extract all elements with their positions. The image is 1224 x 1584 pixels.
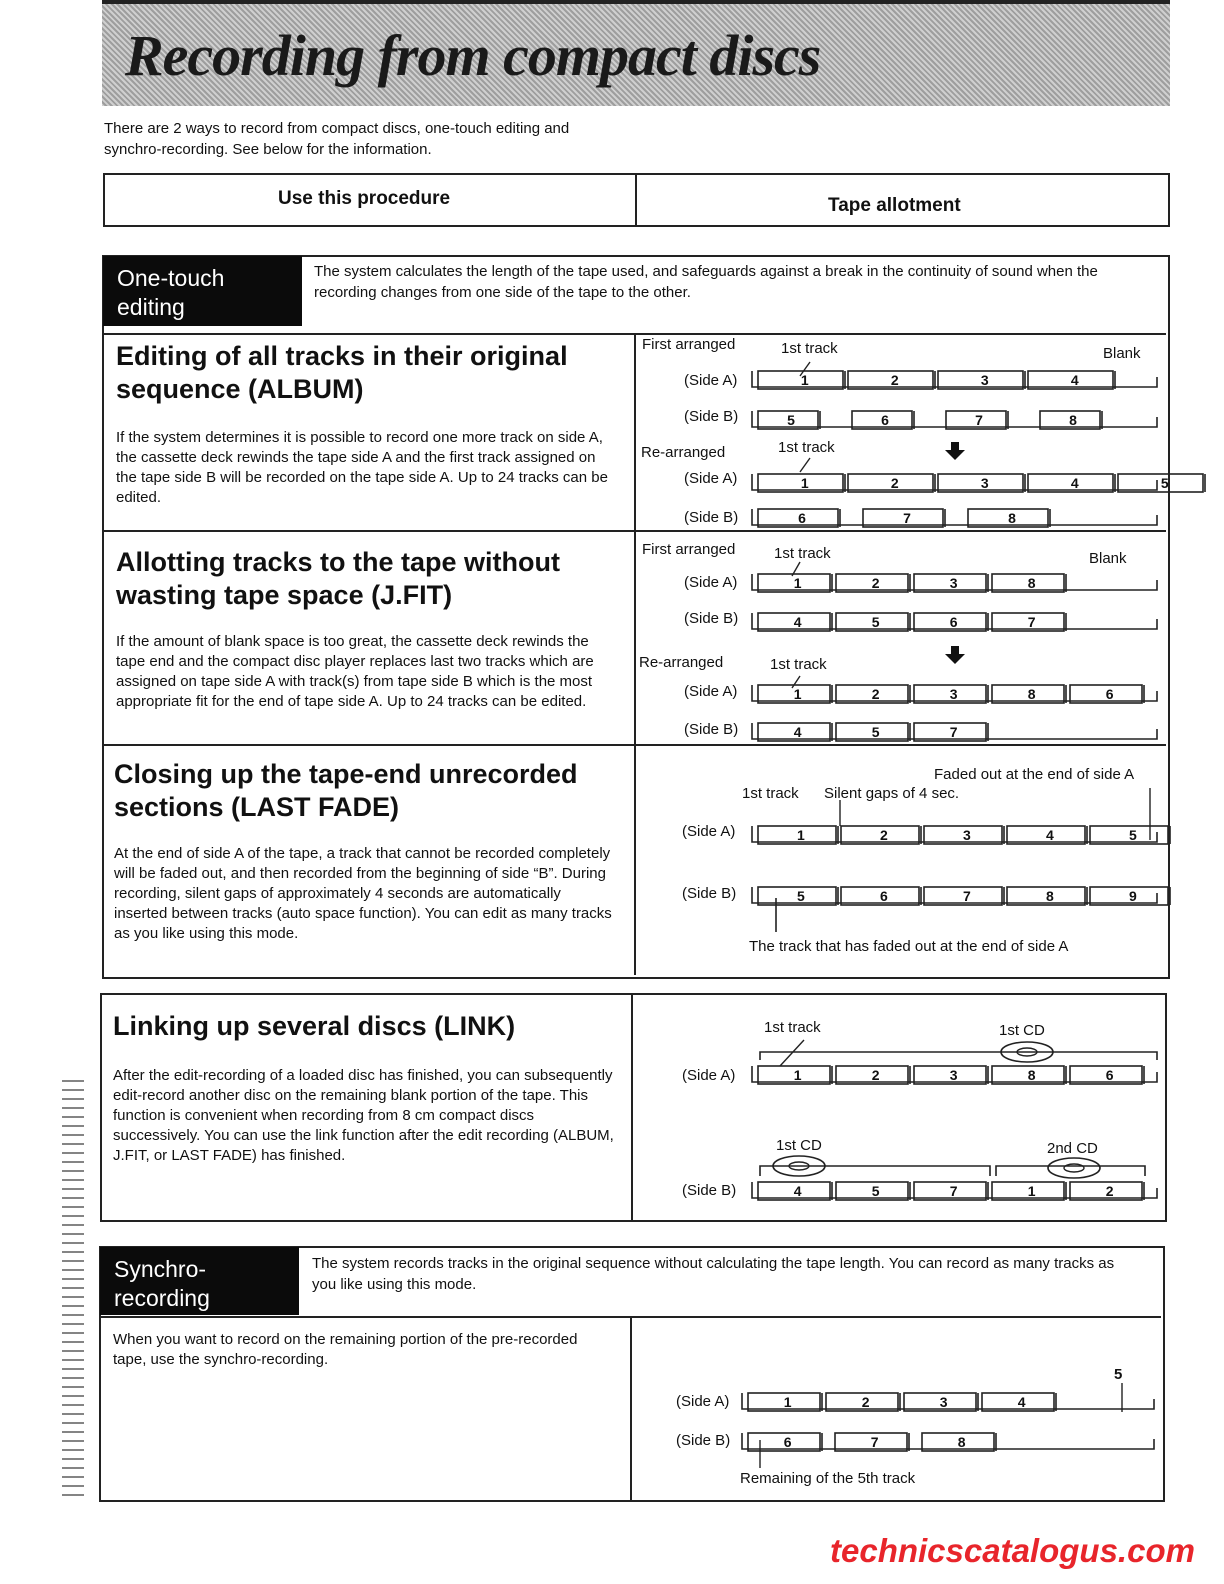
jfit-first-b-track-label: 5 — [871, 614, 880, 630]
link-b-track-label: 4 — [793, 1183, 802, 1199]
sync-a-track-label: 4 — [1017, 1394, 1026, 1410]
album-re-b-track-label: 8 — [1008, 510, 1016, 526]
album-first-a-track-label: 2 — [890, 372, 899, 388]
album-first-b-track-label: 5 — [787, 412, 795, 428]
synchro-desc: The system records tracks in the original sequence without calculating the tape length. You can record as many tracks as you like using this mode. — [312, 1255, 1115, 1293]
jfit-re-b-track-label: 4 — [793, 724, 802, 740]
album-first-a-track-label: 3 — [980, 372, 989, 388]
album-first-a-track-label: 4 — [1070, 372, 1079, 388]
link-cd-bracket-a — [760, 1052, 1157, 1060]
jfit-re-b-track-label: 7 — [949, 724, 958, 740]
link-body: After the edit-recording of a loaded disc has finished, you can subsequently edit-record another disc on the remaining blank portion of the tape. This function is convenient when recording from 8 cm compact discs successively. You can use the link function after the edit recording (ALBUM, J.FIT, or LAST FADE) has finished. — [113, 1067, 614, 1164]
link-b-track-label: 7 — [949, 1183, 958, 1199]
album-re-b-tape — [752, 509, 1157, 525]
link-a-track-label: 3 — [949, 1067, 958, 1083]
album-re-a-track-label: 2 — [890, 475, 899, 491]
album-re-arranged: Re-arranged — [641, 444, 726, 461]
jfit-first-b-track-label: 6 — [949, 614, 958, 630]
side-a-label: (Side A) — [684, 574, 738, 591]
sync-b-tape — [742, 1433, 1154, 1449]
fade-b-tape — [752, 887, 1157, 903]
album-first-track-1: 1st track — [781, 340, 838, 357]
page-title: Recording from compact discs — [125, 23, 821, 88]
jfit-first-a-track-label: 2 — [871, 575, 880, 591]
link-b-track-label: 1 — [1027, 1183, 1036, 1199]
side-a-label: (Side A) — [676, 1393, 730, 1410]
fade-b-track-label: 9 — [1129, 888, 1137, 904]
link-a-track-label: 8 — [1027, 1067, 1036, 1083]
jfit-re-arranged: Re-arranged — [639, 654, 724, 671]
album-down-arrow — [945, 442, 965, 460]
link-a-track-label: 2 — [871, 1067, 880, 1083]
sync-b-track-label: 8 — [957, 1434, 966, 1450]
album-re-a-tape — [752, 474, 1157, 490]
album-first-a-track-label: 1 — [800, 372, 809, 388]
side-a-label: (Side A) — [684, 372, 738, 389]
album-first-track-2: 1st track — [778, 439, 835, 456]
jfit-re-a-track-label: 8 — [1027, 686, 1036, 702]
side-a-label: (Side A) — [684, 470, 738, 487]
album-re-a-track-label: 1 — [800, 475, 809, 491]
link-first-cd-b: 1st CD — [776, 1137, 822, 1154]
link-second-cd: 2nd CD — [1047, 1140, 1098, 1157]
col-procedure-header: Use this procedure — [278, 188, 451, 209]
side-a-label: (Side A) — [682, 1067, 736, 1084]
one-touch-desc: The system calculates the length of the tape used, and safeguards against a break in the continuity of sound when the recording changes from one side of the tape to the other. — [314, 263, 1098, 301]
fade-a-track-label: 3 — [963, 827, 971, 843]
jfit-re-a-track-label: 1 — [793, 686, 802, 702]
synchro-remaining-label: Remaining of the 5th track — [740, 1470, 916, 1487]
album-re-b-track-label: 6 — [798, 510, 806, 526]
link-cd-bracket-b — [760, 1166, 1145, 1176]
lastfade-body: At the end of side A of the tape, a track that cannot be recorded completely will be faded out, and then recorded from the beginning of side “B”. During recording, silent gaps of approximately 4 seconds are automatically inserted between tracks (auto space function). You can edit as many tracks as you like using this mode. — [114, 845, 612, 942]
jfit-first-arranged: First arranged — [642, 541, 736, 558]
jfit-re-a-track-label: 2 — [871, 686, 880, 702]
fade-silent-gaps: Silent gaps of 4 sec. — [824, 785, 960, 802]
album-body: If the system determines it is possible to record one more track on side A, the cassette deck rewinds the tape side A and the first track assigned on the tape side B will be recorded on the tape side A. Up to 24 tracks can be edited. — [116, 429, 608, 506]
jfit-first-a-track-label: 1 — [793, 575, 802, 591]
jfit-first-a-track-label: 3 — [949, 575, 958, 591]
side-a-label: (Side A) — [682, 823, 736, 840]
jfit-first-a-track-label: 8 — [1027, 575, 1036, 591]
jfit-re-a-track-label: 6 — [1105, 686, 1114, 702]
synchro-label: Synchro-recording — [100, 1247, 299, 1315]
sync-a-track-label: 1 — [783, 1394, 792, 1410]
fade-b-track-label: 7 — [963, 888, 971, 904]
first-track-pointer — [800, 458, 810, 472]
jfit-first-track-2: 1st track — [770, 656, 827, 673]
album-blank: Blank — [1103, 345, 1141, 362]
fade-b-track-label: 8 — [1046, 888, 1054, 904]
album-re-b-track-label: 7 — [903, 510, 911, 526]
sync-a-track-label: 3 — [939, 1394, 948, 1410]
link-heading: Linking up several discs (LINK) — [113, 1011, 516, 1041]
album-heading: Editing of all tracks in their original sequence (ALBUM) — [116, 341, 568, 404]
link-a-track-label: 1 — [793, 1067, 802, 1083]
album-first-b-tape — [752, 411, 1157, 427]
jfit-re-a-track-label: 3 — [949, 686, 958, 702]
fade-a-track-label: 4 — [1046, 827, 1054, 843]
fade-faded-track-label: The track that has faded out at the end of side A — [749, 938, 1069, 955]
fade-a-tape — [752, 826, 1157, 842]
synchro-extra-track: 5 — [1114, 1366, 1123, 1383]
sync-b-track-label: 7 — [870, 1434, 879, 1450]
link-first-cd-a: 1st CD — [999, 1022, 1045, 1039]
col-allotment-header: Tape allotment — [828, 195, 961, 216]
one-touch-label: One-touch editing — [103, 256, 302, 326]
album-re-a-track-label: 5 — [1160, 475, 1169, 491]
jfit-down-arrow — [945, 646, 965, 664]
link-b-track-label: 5 — [871, 1183, 880, 1199]
album-first-arranged: First arranged — [642, 336, 736, 353]
fade-a-track-label: 1 — [797, 827, 805, 843]
sync-a-track-label: 2 — [861, 1394, 870, 1410]
fade-faded-out-label: Faded out at the end of side A — [934, 766, 1135, 783]
lastfade-heading: Closing up the tape-end unrecorded sections (LAST FADE) — [114, 759, 578, 822]
fade-a-track-label: 2 — [880, 827, 888, 843]
album-first-b-track-label: 7 — [975, 412, 983, 428]
jfit-first-track-1: 1st track — [774, 545, 831, 562]
jfit-body: If the amount of blank space is too great, the cassette deck rewinds the tape end and the compact disc player replaces last two tracks which are assigned on tape side A with track(s) from tape side B which is the most appropriate fit for the end of tape side A. Up to 24 tracks can be edited. — [116, 633, 594, 710]
side-b-label: (Side B) — [684, 408, 739, 425]
fade-b-track-label: 6 — [880, 888, 888, 904]
jfit-heading: Allotting tracks to the tape without wasting tape space (J.FIT) — [116, 547, 560, 610]
album-first-b-track-label: 6 — [881, 412, 889, 428]
album-re-a-track-label: 4 — [1070, 475, 1079, 491]
jfit-first-b-track-label: 4 — [793, 614, 802, 630]
jfit-blank: Blank — [1089, 550, 1127, 567]
fade-b-track-label: 5 — [797, 888, 805, 904]
album-first-b-track-label: 8 — [1069, 412, 1077, 428]
side-b-label: (Side B) — [684, 509, 739, 526]
link-first-track: 1st track — [764, 1019, 821, 1036]
side-b-label: (Side B) — [684, 721, 739, 738]
first-track-pointer — [780, 1040, 804, 1066]
footer-url: technicscatalogus.com — [830, 1532, 1195, 1569]
intro-text: There are 2 ways to record from compact discs, one-touch editing and synchro-recording. See below for the information. — [104, 120, 570, 158]
album-first-a-tape — [752, 371, 1157, 387]
link-b-track-label: 2 — [1105, 1183, 1114, 1199]
side-b-label: (Side B) — [676, 1432, 731, 1449]
side-a-label: (Side A) — [684, 683, 738, 700]
side-b-label: (Side B) — [682, 885, 737, 902]
side-b-label: (Side B) — [684, 610, 739, 627]
sync-a-tape — [742, 1393, 1154, 1409]
jfit-first-b-track-label: 7 — [1027, 614, 1036, 630]
jfit-re-b-track-label: 5 — [871, 724, 880, 740]
side-b-label: (Side B) — [682, 1182, 737, 1199]
fade-a-track-label: 5 — [1129, 827, 1137, 843]
link-second-cd-disc — [1048, 1158, 1100, 1178]
synchro-body: When you want to record on the remaining portion of the pre-recorded tape, use the synchro-recording. — [113, 1331, 578, 1368]
fade-first-track: 1st track — [742, 785, 799, 802]
album-re-a-track-label: 3 — [980, 475, 989, 491]
sync-b-track-label: 6 — [783, 1434, 792, 1450]
link-a-track-label: 6 — [1105, 1067, 1114, 1083]
